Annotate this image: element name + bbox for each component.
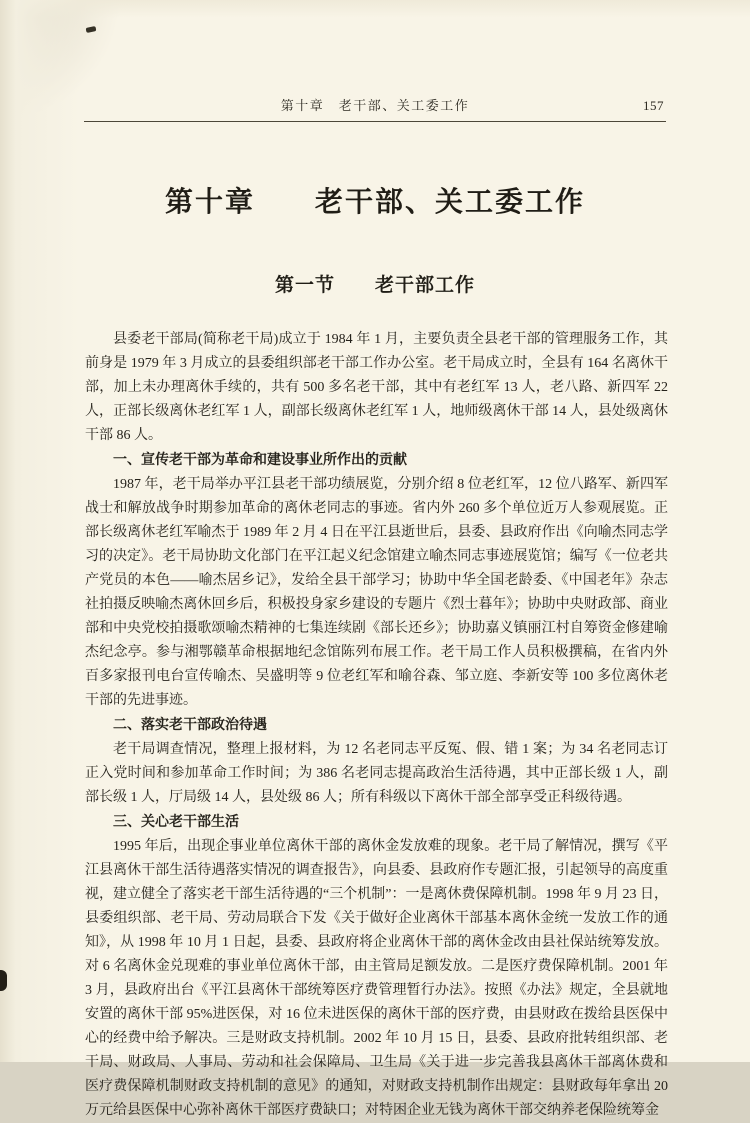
subheading-3: 三、关心老干部生活 — [113, 815, 239, 830]
subheading-1: 一、宣传老干部为革命和建设事业所作出的贡献 — [113, 453, 407, 468]
body-paragraph: 1987 年，老干局举办平江县老干部功绩展览，分别介绍 8 位老红军，12 位八路军、新四军战士和解放战争时期参加革命的离休老同志的事迹。省内外 260 多个单位近万人参观展览。正部长级离休老红军喻杰于 1989 年 2 月 4 日在平江县逝世后，县委、县政府作出《向喻杰同志学习的决定》。老干局协助文化部门在平江起义纪念馆建立喻杰同志事迹展览馆；编写《一位老共产党员的本色——喻杰居乡记》，发给全县干部学习；协助中华全国老龄委、《中国老年》杂志社拍摄反映喻杰离休回乡后，积极投身家乡建设的专题片《烈士暮年》；协助中央财政部、商业部和中央党校拍摄歌颂喻杰精神的七集连续剧《部长还乡》；协助嘉义镇丽江村自筹资金修建喻杰纪念亭。参与湘鄂赣革命根据地纪念馆陈列布展工作。老干局工作人员积极撰稿，在省内外百多家报刊电台宣传喻杰、吴盛明等 9 位老红军和喻谷森、邹立庭、李新安等 100 多位离休老干部的先进事迹。 — [85, 477, 668, 708]
page-number: 157 — [643, 98, 664, 113]
scan-edge-artifact — [0, 970, 7, 991]
running-header — [84, 0, 666, 114]
running-header-title: 第十章 老干部、关工委工作 — [280, 98, 470, 113]
section-title: 第一节 老干部工作 — [274, 275, 475, 296]
subheading-2: 二、落实老干部政治待遇 — [113, 718, 267, 733]
body-text — [85, 328, 668, 1123]
body-paragraph: 1995 年后，出现企事业单位离休干部的离休金发放难的现象。老干局了解情况，撰写《平江县离休干部生活待遇落实情况的调查报告》，向县委、县政府作专题汇报，引起领导的高度重视，建立健全了落实老干部生活待遇的“三个机制”：一是离休费保障机制。1998 年 9 月 23 日，县委组织部、老干局、劳动局联合下发《关于做好企业离休干部基本离休金统一发放工作的通知》，从 1998 年 10 月 1 日起，县委、县政府将企业离休干部的离休金改由县社保站统筹发放。对 6 名离休金兑现难的事业单位离休干部，由主管局足额发放。二是医疗费保障机制。2001 年 3 月，县政府出台《平江县离休干部统筹医疗费管理暂行办法》。按照《办法》规定，全县就地安置的离休干部 95%进医保，对 16 位未进医保的离休干部的医疗费，由县财政在拨给县医保中心的经费中给予解决。三是财政支持机制。2002 年 10 月 15 日，县委、县政府批转组织部、老干局、财政局、人事局、劳动和社会保障局、卫生局《关于进一步完善我县离休干部离休费和医疗费保障机制财政支持机制的意见》的通知，对财政支持机制作出规定：县财政每年拿出 20 万元给县医保中心弥补离休干部医疗费缺口；对特困企业无钱为离休干部交纳养老保险统筹金 — [85, 839, 668, 1118]
header-rule — [84, 121, 666, 122]
body-paragraph: 县委老干部局(简称老干局)成立于 1984 年 1 月，主要负责全县老干部的管理服务工作，其前身是 1979 年 3 月成立的县委组织部老干部工作办公室。老干局成立时，全县有 164 名离休干部，加上未办理离休手续的，共有 500 多名老干部，其中有老红军 13 人，老八路、新四军 22 人，正部长级离休老红军 1 人，副部长级离休老红军 1 人，地师级离休干部 14 人，县处级离休干部 86 人。 — [85, 332, 668, 443]
chapter-title: 第十章 老干部、关工委工作 — [164, 187, 585, 218]
body-paragraph: 老干局调查情况，整理上报材料，为 12 名老同志平反冤、假、错 1 案；为 34 名老同志订正入党时间和参加革命工作时间；为 386 名老同志提高政治生活待遇，其中正部长级 1 人，副部长级 1 人，厅局级 14 人，县处级 86 人；所有科级以下离休干部全部享受正科级待遇。 — [85, 742, 668, 805]
